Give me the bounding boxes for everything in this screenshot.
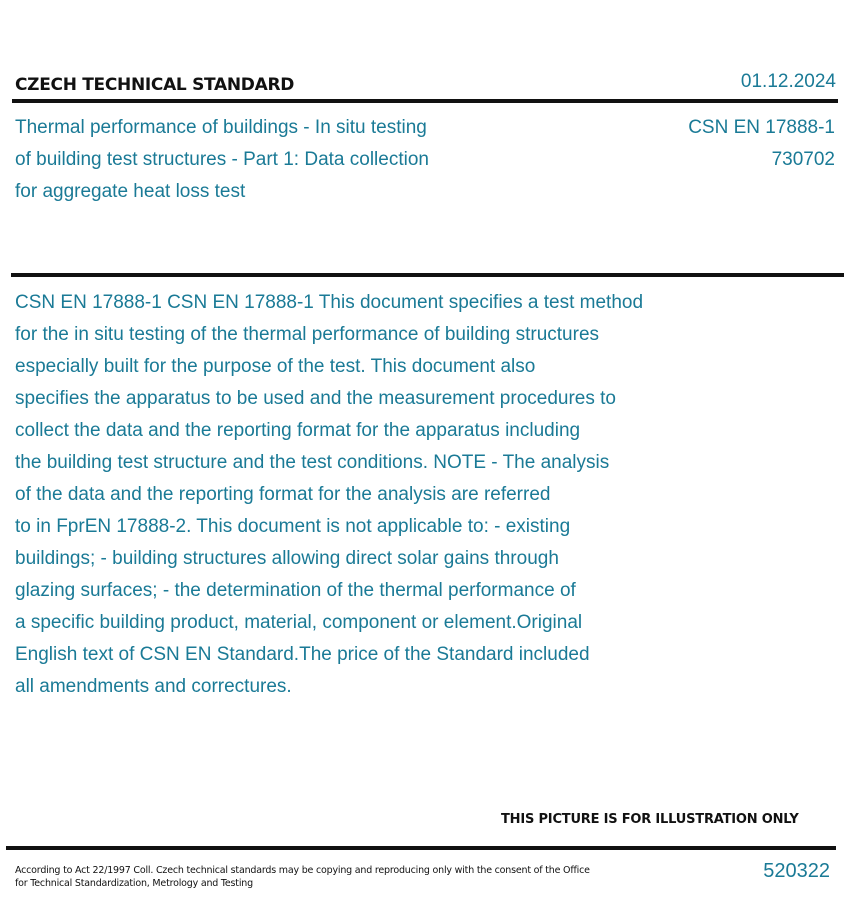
document-description	[15, 287, 775, 703]
description-line: English text of CSN EN Standard.The price of the Standard included	[15, 644, 590, 665]
illustration-notice: THIS PICTURE IS FOR ILLUSTRATION ONLY	[501, 812, 799, 827]
description-line: glazing surfaces; - the determination of the thermal performance of	[15, 580, 576, 601]
publication-date: 01.12.2024	[740, 71, 836, 92]
title-line-3: for aggregate heat loss test	[15, 181, 246, 202]
description-line: especially built for the purpose of the test. This document also	[15, 356, 536, 377]
standard-type-label: CZECH TECHNICAL STANDARD	[15, 75, 295, 95]
description-line: all amendments and correctures.	[15, 676, 292, 697]
description-line: the building test structure and the test conditions. NOTE - The analysis	[15, 452, 610, 473]
description-line: collect the data and the reporting format for the apparatus including	[15, 420, 581, 441]
catalog-number: 520322	[763, 860, 830, 882]
title-line-1: Thermal performance of buildings - In situ testing	[15, 117, 427, 138]
legal-line-2: for Technical Standardization, Metrology and Testing	[15, 878, 253, 889]
description-line: for the in situ testing of the thermal performance of building structures	[15, 324, 600, 345]
legal-notice	[15, 864, 590, 890]
description-line: of the data and the reporting format for the analysis are referred	[15, 484, 551, 505]
standard-code: CSN EN 17888-1	[688, 117, 835, 138]
classification-number: 730702	[771, 149, 835, 170]
header-divider	[12, 99, 838, 103]
title-line-2: of building test structures - Part 1: Data collection	[15, 149, 429, 170]
description-line: to in FprEN 17888-2. This document is not applicable to: - existing	[15, 516, 571, 537]
description-line: a specific building product, material, component or element.Original	[15, 612, 583, 633]
title-divider	[11, 273, 844, 277]
legal-line-1: According to Act 22/1997 Coll. Czech technical standards may be copying and reproducing only with the consent of the Office	[15, 865, 590, 876]
description-line: buildings; - building structures allowing direct solar gains through	[15, 548, 559, 569]
description-line: CSN EN 17888-1 CSN EN 17888-1 This document specifies a test method	[15, 292, 644, 313]
footer-divider	[6, 846, 836, 850]
description-line: specifies the apparatus to be used and the measurement procedures to	[15, 388, 616, 409]
